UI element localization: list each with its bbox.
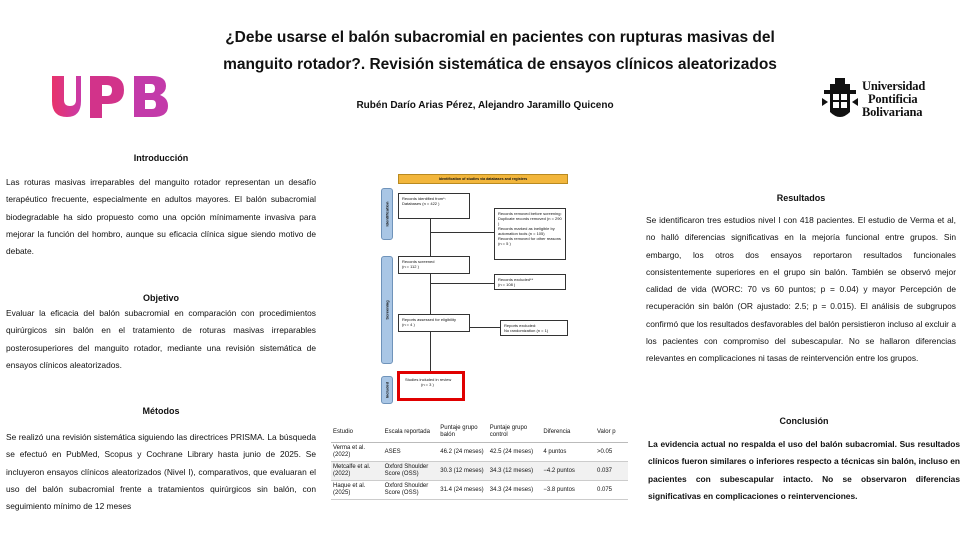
box-records-identified-line-2: Databases (n = 422 ) — [402, 201, 440, 206]
objetivo-heading: Objetivo — [142, 293, 179, 303]
connector-eligibility-included — [430, 332, 431, 371]
stage-identification-label: Identification — [384, 201, 390, 227]
connector-identified-screened — [430, 219, 431, 256]
title-line-2: manguito rotador?. Revisión sistemática de ensayos clínicos aleatorizados — [223, 56, 777, 73]
box-records-excluded — [494, 274, 566, 290]
table-cell: Metcalfe et al. (2022) — [331, 462, 383, 481]
table-cell: 46.2 (24 meses) — [438, 443, 488, 462]
table-header-cell: Valor p — [595, 422, 628, 443]
university-logo — [820, 78, 950, 124]
table-cell: >0.05 — [595, 443, 628, 462]
box-records-screened-line-2: (n = 112 ) — [402, 264, 419, 269]
box-records-identified — [398, 193, 470, 219]
box-records-excluded-line-1: Records excluded** — [498, 277, 534, 282]
objetivo-body: Evaluar la eficacia del balón subacromial en comparación con procedimientos quirúrgicos sin balón en el tratamiento de roturas masivas irreparables posterosuperiores del manguito rotador, mediante una revisión sistemática de ensayos clínicos aleatorizados. — [6, 308, 316, 370]
box-records-removed-line-4: Records removed for other reasons (n = 5 ) — [498, 236, 561, 246]
introduccion-heading: Introducción — [133, 153, 189, 163]
box-records-removed-line-3: Records marked as ineligible by automation tools (n = 105) — [498, 226, 555, 236]
box-reports-excluded-line-2: No randomization (n = 1) — [504, 328, 549, 333]
university-crest-icon — [820, 78, 860, 124]
box-reports-eligibility — [398, 314, 470, 332]
conclusion-heading: Conclusión — [779, 416, 829, 426]
box-records-screened-line-1: Records screened — [402, 259, 435, 264]
title-line-1: ¿Debe usarse el balón subacromial en pacientes con rupturas masivas del — [225, 29, 775, 46]
resultados-body: Se identificaron tres estudios nivel I con 418 pacientes. El estudio de Verma et al, no halló diferencias significativas en la mejoría funcional entre grupos. Sin embargo, los otros dos ensayos reportaron resultados funcionales consistentemente superiores en el grupo sin balón. También se observó mejor calidad de vida (WORC: 70 vs 60 puntos; p = 0.04) y mayor Percepción de recuperación sin balón (OR ajustado: 2.5; p = 0.015). El análisis de subgrupos confirmó que los resultados desfavorables del balón persistieron incluso al excluir a los pacientes con compromiso del subescapular. No se hallaron diferencias relevantes en complicaciones ni tasas de reintervención entre los grupos. — [646, 215, 956, 364]
introduccion-body: Las roturas masivas irreparables del manguito rotador representan un desafío terapéutico frecuente, especialmente en adultos mayores. El balón subacromial biodegradable ha sido propuesto como una opción mínimamente invasiva para mejorar la función del hombro, aunque su eficacia clínica sigue siendo motivo de debate. — [6, 177, 316, 257]
resultados-heading: Resultados — [776, 193, 826, 203]
table-row — [331, 443, 628, 462]
upb-logo — [50, 76, 170, 123]
box-records-excluded-line-2: (n = 108 ) — [498, 282, 516, 287]
table-cell: Verma et al. (2022) — [331, 443, 383, 462]
box-reports-excluded — [500, 320, 568, 336]
box-records-removed-line-2: Duplicate records removed (n = 290 ) — [498, 216, 562, 226]
table-cell: 34.3 (24 meses) — [488, 481, 542, 500]
table-cell: Oxford Shoulder Score (OSS) — [383, 462, 439, 481]
table-row — [331, 481, 628, 500]
table-cell: 0.075 — [595, 481, 628, 500]
table-header-cell: Puntaje grupo control — [488, 422, 542, 443]
table-cell: 42.5 (24 meses) — [488, 443, 542, 462]
table-cell: Oxford Shoulder Score (OSS) — [383, 481, 439, 500]
stage-included-label: Included — [384, 381, 390, 399]
box-studies-included-line-2: (n = 3 ) — [421, 382, 434, 387]
conclusion-body: La evidencia actual no respalda el uso del balón subacromial. Sus resultados clínicos fueron similares o inferiores respecto a técnicas sin balón, incluso en pacientes con subescapular intacto. No se observaron diferencias significativas en complicaciones o reintervenciones. — [648, 439, 960, 501]
prisma-header: Identification of studies via databases and registers — [398, 174, 568, 184]
box-studies-included-line-1: Studies included in review — [405, 377, 452, 382]
box-reports-eligibility-line-1: Reports assessed for eligibility — [402, 317, 457, 322]
connector-screened-excluded — [430, 283, 494, 284]
box-records-removed-line-1: Records removed before screening: — [498, 211, 562, 216]
university-name-line-3: Bolivariana — [862, 105, 923, 119]
university-name — [862, 80, 925, 119]
stage-included — [381, 376, 393, 404]
stage-identification — [381, 188, 393, 240]
authors: Rubén Darío Arias Pérez, Alejandro Jaramillo Quiceno — [356, 100, 614, 111]
university-name-line-2: Pontificia — [868, 92, 918, 106]
table-header-cell: Estudio — [331, 422, 383, 443]
included-highlight-box — [397, 371, 465, 401]
results-table — [331, 422, 628, 500]
table-cell: ASES — [383, 443, 439, 462]
metodos-body: Se realizó una revisión sistemática siguiendo las directrices PRISMA. La búsqueda se efectuó en PubMed, Scopus y Cochrane Library hasta junio de 2025. Se incluyeron ensayos clínicos aleatorizados (Nivel I), comparativos, que evaluaran el uso del balón subacromial frente a tratamientos quirúrgicos sin balón, con seguimiento mínimo de 12 meses — [6, 432, 316, 512]
table-cell: 34.3 (12 meses) — [488, 462, 542, 481]
connector-eligibility-excluded — [470, 327, 500, 328]
table-header-cell: Diferencia — [541, 422, 595, 443]
table-header-cell: Puntaje grupo balón — [438, 422, 488, 443]
box-records-screened — [398, 256, 470, 274]
metodos-heading: Métodos — [142, 406, 180, 416]
box-reports-excluded-line-1: Reports excluded: — [504, 323, 537, 328]
connector-identified-removed — [430, 232, 494, 233]
box-records-removed — [494, 208, 566, 260]
table-cell: 0.037 — [595, 462, 628, 481]
table-cell: −3.8 puntos — [541, 481, 595, 500]
table-cell: 4 puntos — [541, 443, 595, 462]
table-cell: Haque et al. (2025) — [331, 481, 383, 500]
table-header-cell: Escala reportada — [383, 422, 439, 443]
table-cell: −4.2 puntos — [541, 462, 595, 481]
table-cell: 31.4 (24 meses) — [438, 481, 488, 500]
stage-screening-label: Screening — [384, 300, 390, 320]
box-reports-eligibility-line-2: (n = 4 ) — [402, 322, 415, 327]
table-header-row — [331, 422, 628, 443]
connector-screened-eligibility — [430, 274, 431, 314]
poster-title — [190, 24, 810, 78]
box-records-identified-line-1: Records identified from*: — [402, 196, 446, 201]
university-name-line-1: Universidad — [862, 79, 926, 93]
table-row — [331, 462, 628, 481]
table-cell: 30.3 (12 meses) — [438, 462, 488, 481]
stage-screening — [381, 256, 393, 364]
